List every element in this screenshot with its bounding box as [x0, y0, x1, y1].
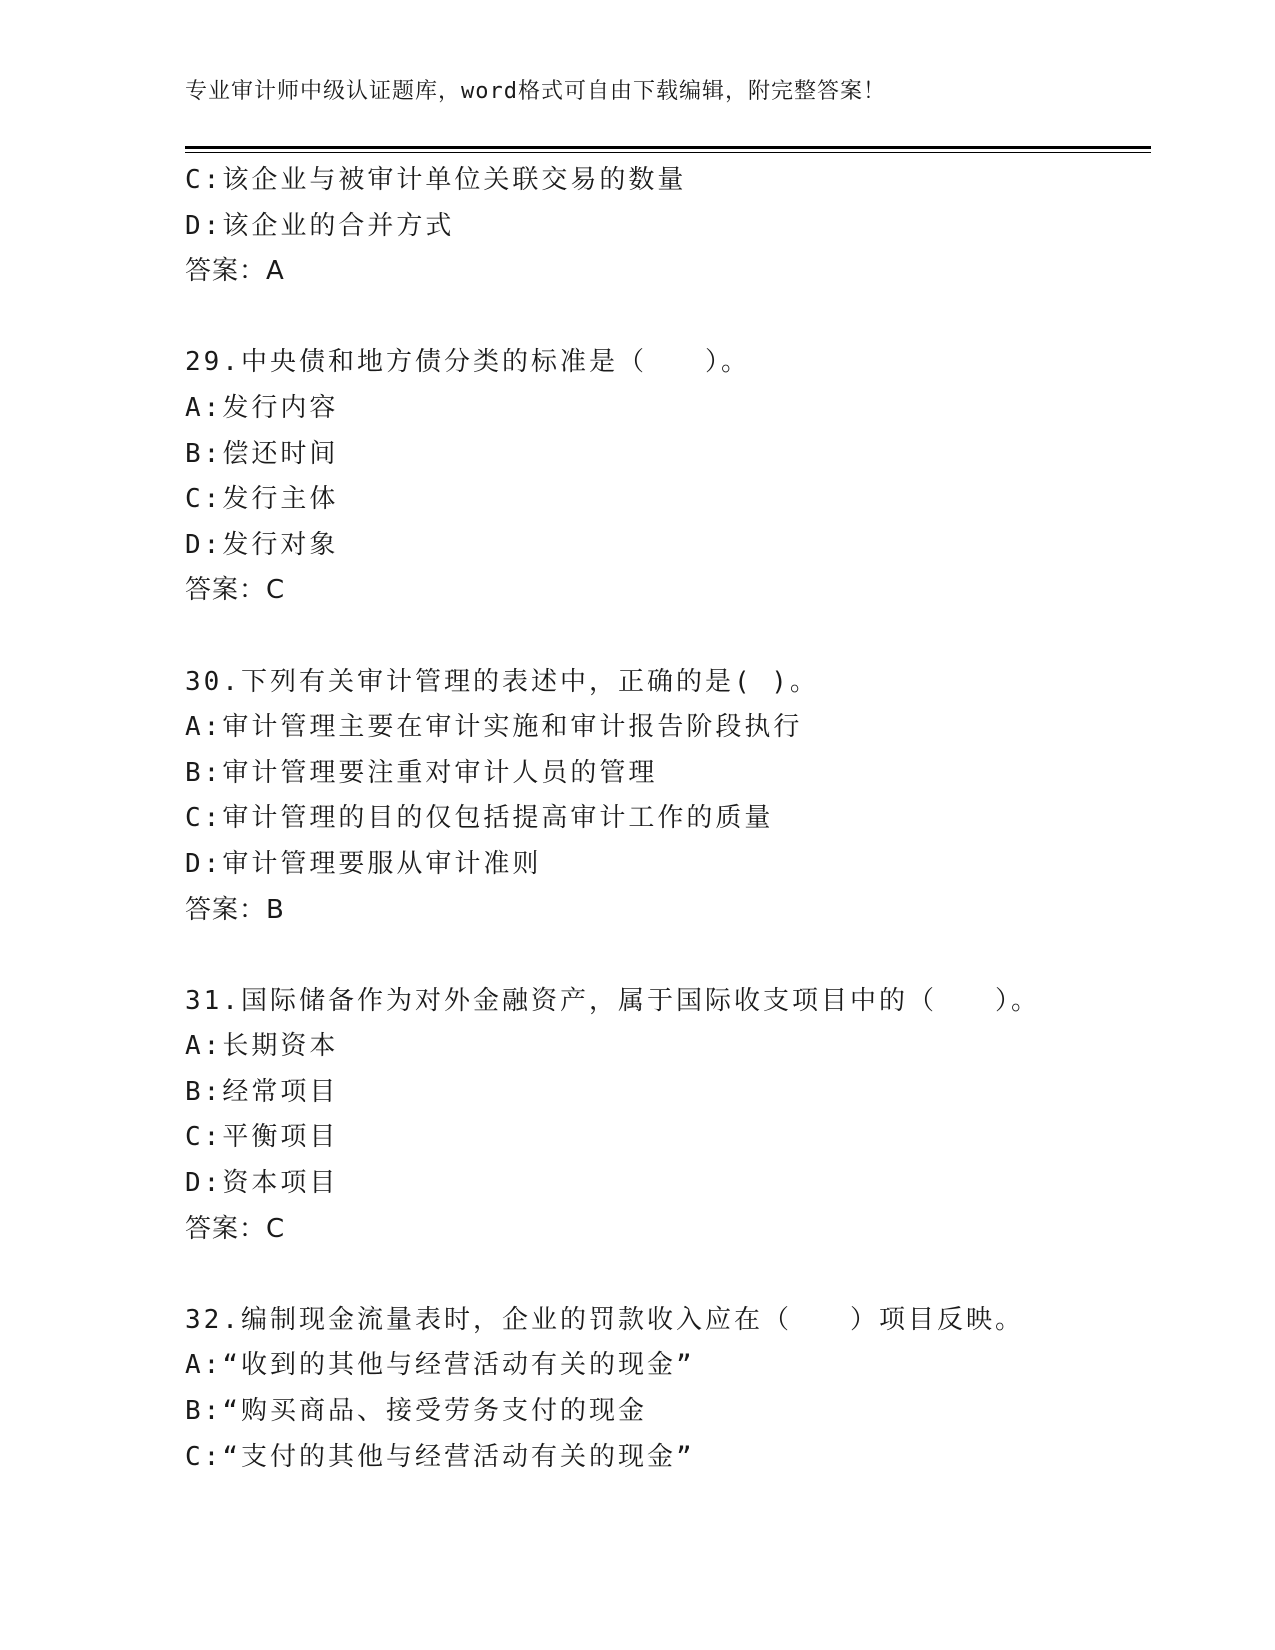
option-text: 该企业的合并方式 [222, 210, 455, 241]
option-text: 偿还时间 [222, 438, 339, 469]
option-d: D:该企业的合并方式 [185, 210, 455, 241]
question-31 [185, 979, 1151, 1253]
question-30 [185, 660, 1151, 934]
option-c: C:平衡项目 [185, 1122, 339, 1153]
option-text: 发行对象 [222, 529, 339, 560]
option-text: 审计管理要服从审计准则 [222, 848, 542, 879]
option-text: 该企业与被审计单位关联交易的数量 [222, 165, 687, 195]
option-b: B:经常项目 [185, 1076, 339, 1107]
header-rule-thick [185, 146, 1151, 149]
answer-line: 答案：C [185, 575, 286, 606]
option-text: 平衡项目 [222, 1122, 339, 1153]
option-text: 资本项目 [222, 1168, 339, 1199]
option-text: 发行内容 [222, 392, 339, 423]
header-rule-thin [185, 152, 1151, 153]
question-29 [185, 340, 1151, 614]
option-text: 长期资本 [222, 1031, 339, 1062]
spacer [185, 295, 1151, 341]
option-text: 经常项目 [222, 1076, 339, 1107]
answer-line: 答案：C [185, 1213, 286, 1244]
option-c: C:“支付的其他与经营活动有关的现金” [185, 1441, 695, 1472]
question-32 [185, 1298, 1151, 1480]
option-text: “收到的其他与经营活动有关的现金” [222, 1350, 695, 1381]
question-stem: 31.国际储备作为对外金融资产，属于国际收支项目中的（ ）。 [185, 985, 1040, 1016]
option-b: B:审计管理要注重对审计人员的管理 [185, 757, 658, 788]
option-c: C:该企业与被审计单位关联交易的数量 [185, 165, 687, 195]
question-stem: 29.中央债和地方债分类的标准是（ ）。 [185, 347, 750, 378]
spacer [185, 1252, 1151, 1298]
option-text: “支付的其他与经营活动有关的现金” [222, 1441, 695, 1472]
page-header: 专业审计师中级认证题库，word格式可自由下载编辑，附完整答案！ [185, 79, 886, 104]
option-c: C:发行主体 [185, 484, 339, 515]
option-b: B:“购买商品、接受劳务支付的现金 [185, 1396, 647, 1427]
option-a: A:长期资本 [185, 1031, 339, 1062]
option-text: 审计管理要注重对审计人员的管理 [222, 757, 658, 788]
answer-line: 答案：A [185, 256, 285, 287]
question-content [185, 158, 1151, 1480]
option-d: D:资本项目 [185, 1168, 339, 1199]
spacer [185, 614, 1151, 660]
question-stem: 32.编制现金流量表时，企业的罚款收入应在（ ）项目反映。 [185, 1304, 1024, 1335]
option-a: A:发行内容 [185, 392, 339, 423]
option-text: 发行主体 [222, 484, 339, 515]
spacer [185, 933, 1151, 979]
answer-line: 答案：B [185, 894, 285, 925]
question-stem: 30.下列有关审计管理的表述中，正确的是( )。 [185, 666, 819, 697]
option-c: C:审计管理的目的仅包括提高审计工作的质量 [185, 803, 774, 834]
option-text: 审计管理的目的仅包括提高审计工作的质量 [222, 803, 774, 834]
continued-question [185, 158, 1151, 295]
option-b: B:偿还时间 [185, 438, 339, 469]
option-d: D:发行对象 [185, 529, 339, 560]
option-a: A:“收到的其他与经营活动有关的现金” [185, 1350, 695, 1381]
option-text: “购买商品、接受劳务支付的现金 [222, 1396, 647, 1427]
option-d: D:审计管理要服从审计准则 [185, 848, 542, 879]
option-text: 审计管理主要在审计实施和审计报告阶段执行 [222, 712, 803, 743]
option-a: A:审计管理主要在审计实施和审计报告阶段执行 [185, 712, 803, 743]
